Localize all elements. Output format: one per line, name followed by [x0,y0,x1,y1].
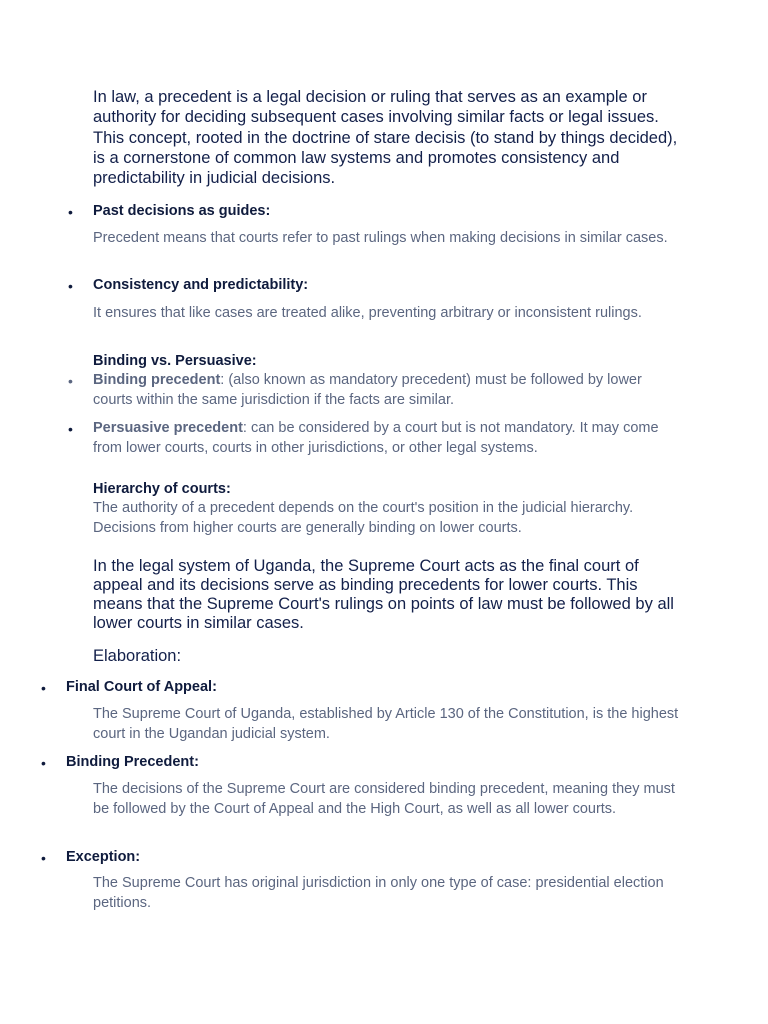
heading-consistency: Consistency and predictability: [93,277,309,293]
bullet-persuasive-precedent: • [68,421,73,437]
text-hierarchy: The authority of a precedent depends on the court's position in the judicial hierarchy. Decisions from higher courts are generally binding on lower courts. [93,500,634,537]
text-exception: The Supreme Court has original jurisdiction in only one type of case: presidential election petitions. [93,875,664,912]
intro-paragraph: In law, a precedent is a legal decision or ruling that serves as an example or authority for deciding subsequent cases involving similar facts or legal issues. This concept, rooted in the doctrine of stare decisis (to stand by things decided), is a cornerstone of common law systems and promotes consistency and predictability in judicial decisions. [93,88,678,188]
heading-binding-vs-persuasive: Binding vs. Persuasive: [93,353,257,369]
bullet-exception: • [41,850,46,866]
bullet-past-decisions: • [68,204,73,220]
desc-persuasive-precedent: : can be considered by a court but is not mandatory. It may come from lower courts, courts in other jurisdictions, or other legal systems. [93,420,659,457]
heading-past-decisions: Past decisions as guides: [93,203,271,219]
text-binding-precedent [93,370,683,410]
text-final-court: The Supreme Court of Uganda, established by Article 130 of the Constitution, is the highest court in the Ugandan judicial system. [93,706,679,743]
heading-hierarchy: Hierarchy of courts: [93,481,231,497]
text-persuasive-precedent [93,418,683,458]
text-past-decisions: Precedent means that courts refer to past rulings when making decisions in similar cases. [93,230,668,246]
bullet-consistency: • [68,278,73,294]
desc-binding-precedent: : (also known as mandatory precedent) must be followed by lower courts within the same jurisdiction if the facts are similar. [93,372,642,409]
elaboration-label: Elaboration: [93,647,182,665]
heading-binding-precedent-2: Binding Precedent: [66,754,199,770]
heading-final-court: Final Court of Appeal: [66,679,217,695]
text-consistency: It ensures that like cases are treated alike, preventing arbitrary or inconsistent rulings. [93,305,642,321]
bullet-binding-precedent-2: • [41,755,46,771]
heading-exception: Exception: [66,849,141,865]
bullet-final-court: • [41,680,46,696]
term-binding-precedent: Binding precedent [93,372,221,388]
text-binding-precedent-2: The decisions of the Supreme Court are considered binding precedent, meaning they must be followed by the Court of Appeal and the High Court, as well as all lower courts. [93,781,675,818]
term-persuasive-precedent: Persuasive precedent [93,420,243,436]
uganda-paragraph: In the legal system of Uganda, the Supreme Court acts as the final court of appeal and its decisions serve as binding precedents for lower courts. This means that the Supreme Court's rulings on points of law must be followed by all lower courts in similar cases. [93,557,674,632]
bullet-binding-precedent: • [68,373,73,389]
